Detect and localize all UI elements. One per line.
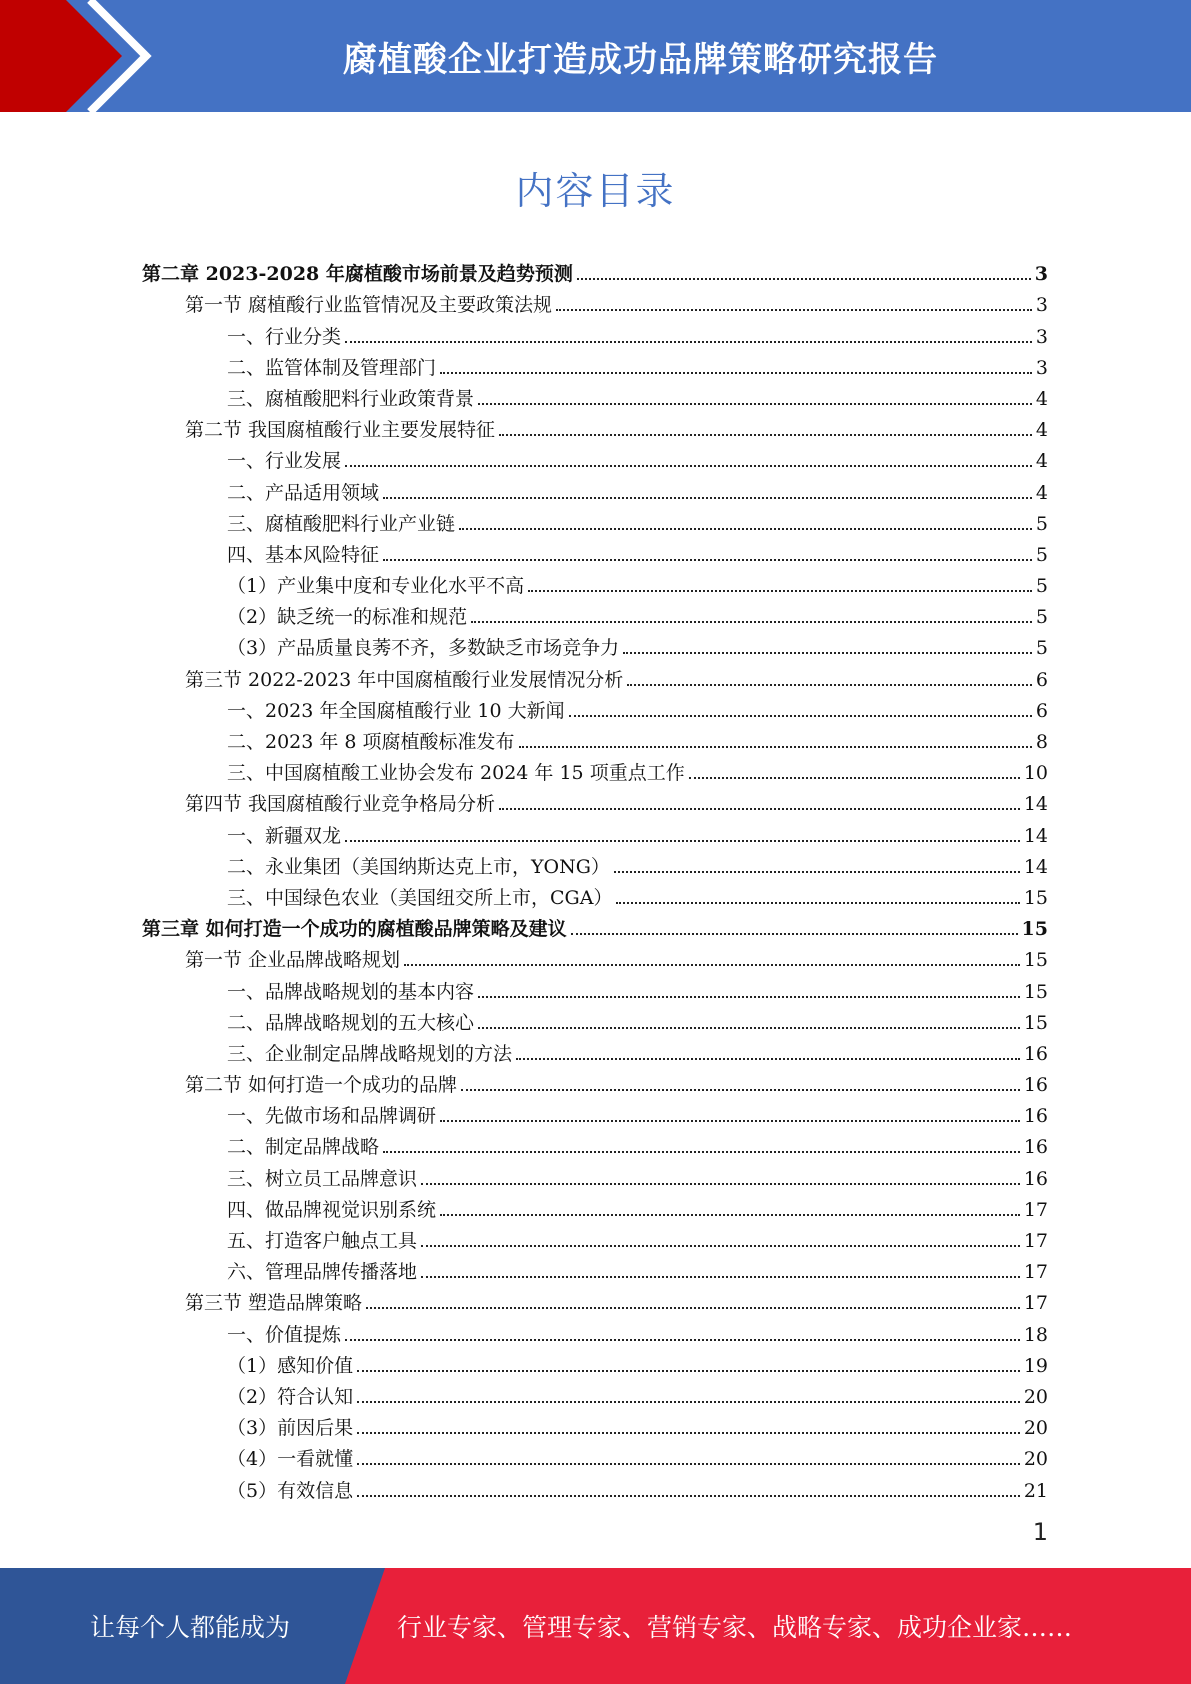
- report-title: 腐植酸企业打造成功品牌策略研究报告: [343, 39, 938, 80]
- dot-leader: [478, 996, 1020, 998]
- toc-entry-page: 16: [1023, 1042, 1048, 1065]
- toc-entry-page: 20: [1023, 1385, 1048, 1408]
- dot-leader: [421, 1183, 1020, 1185]
- toc-heading: 内容目录: [515, 169, 676, 213]
- toc-entry-page: 3: [1035, 325, 1048, 348]
- toc-entry-page: 5: [1035, 606, 1048, 629]
- dot-leader: [478, 1027, 1020, 1029]
- toc-entry-text: 一、新疆双龙: [227, 824, 342, 847]
- dot-leader: [345, 465, 1032, 467]
- toc-entry-page: 16: [1023, 1167, 1048, 1190]
- toc-entry-text: 第四节 我国腐植酸行业竞争格局分析: [185, 793, 496, 816]
- dot-leader: [471, 621, 1032, 623]
- toc-entry[interactable]: [142, 785, 1048, 816]
- toc-entry[interactable]: [142, 473, 1048, 504]
- toc-entry-page: 14: [1023, 793, 1048, 816]
- toc-entry-page: 6: [1035, 668, 1048, 691]
- toc-entry[interactable]: [142, 972, 1048, 1003]
- toc-entry-page: 5: [1035, 575, 1048, 598]
- toc-entry-text: 二、永业集团（美国纳斯达克上市，YONG）: [227, 855, 610, 878]
- dot-leader: [571, 933, 1018, 935]
- toc-entry[interactable]: [142, 1159, 1048, 1190]
- dot-leader: [383, 1151, 1020, 1153]
- toc-entry[interactable]: [142, 1128, 1048, 1159]
- dot-leader: [499, 434, 1032, 436]
- toc-entry[interactable]: [142, 723, 1048, 754]
- toc-entry[interactable]: [142, 411, 1048, 442]
- toc-entry[interactable]: [142, 1035, 1048, 1066]
- toc-entry[interactable]: [142, 1191, 1048, 1222]
- toc-entry-page: 21: [1023, 1479, 1048, 1502]
- dot-leader: [461, 1089, 1020, 1091]
- toc-entry-text: （2）符合认知: [227, 1385, 354, 1408]
- dot-leader: [345, 1339, 1020, 1341]
- dot-leader: [383, 559, 1032, 561]
- toc-entry[interactable]: [142, 692, 1048, 723]
- toc-entry-text: 四、做品牌视觉识别系统: [227, 1198, 437, 1221]
- toc-entry-text: 二、监管体制及管理部门: [227, 356, 437, 379]
- toc-entry-text: 第二节 如何打造一个成功的品牌: [185, 1074, 458, 1097]
- toc-entry-page: 14: [1023, 824, 1048, 847]
- toc-entry-text: 第一节 企业品牌战略规划: [185, 949, 401, 972]
- dot-leader: [528, 590, 1032, 592]
- toc-entry-text: 六、管理品牌传播落地: [227, 1261, 418, 1284]
- toc-entry[interactable]: [142, 1066, 1048, 1097]
- toc-entry-text: 三、腐植酸肥料行业政策背景: [227, 387, 475, 410]
- toc-entry-text: 第一节 腐植酸行业监管情况及主要政策法规: [185, 294, 553, 317]
- dot-leader: [366, 1307, 1020, 1309]
- toc-entry-text: 二、制定品牌战略: [227, 1136, 380, 1159]
- toc-entry-page: 17: [1023, 1292, 1048, 1315]
- toc-entry-text: 二、产品适用领域: [227, 481, 380, 504]
- toc-entry-text: 一、2023 年全国腐植酸行业 10 大新闻: [227, 699, 565, 722]
- toc-entry-page: 3: [1035, 356, 1048, 379]
- toc-entry-page: 20: [1023, 1417, 1048, 1440]
- dot-leader: [345, 341, 1032, 343]
- toc-entry-text: 一、先做市场和品牌调研: [227, 1105, 437, 1128]
- toc-entry[interactable]: [142, 879, 1048, 910]
- toc-entry[interactable]: [142, 505, 1048, 536]
- toc-entry-text: 三、中国绿色农业（美国纽交所上市，CGA）: [227, 886, 613, 909]
- toc-entry[interactable]: [142, 380, 1048, 411]
- toc-entry-text: （1）感知价值: [227, 1354, 354, 1377]
- toc-entry[interactable]: [142, 754, 1048, 785]
- toc-entry[interactable]: [142, 255, 1048, 286]
- toc-entry[interactable]: [142, 1004, 1048, 1035]
- toc-entry-page: 16: [1023, 1074, 1048, 1097]
- dot-leader: [614, 871, 1020, 873]
- dot-leader: [623, 652, 1032, 654]
- dot-leader: [556, 309, 1032, 311]
- toc-entry-text: 第三节 2022-2023 年中国腐植酸行业发展情况分析: [185, 668, 624, 691]
- dot-leader: [440, 1120, 1020, 1122]
- toc-entry-page: 17: [1023, 1261, 1048, 1284]
- toc-entry-text: 四、基本风险特征: [227, 543, 380, 566]
- toc-entry-page: 15: [1021, 918, 1048, 941]
- toc-entry[interactable]: [142, 1347, 1048, 1378]
- dot-leader: [357, 1495, 1020, 1497]
- toc-entry-text: 三、企业制定品牌战略规划的方法: [227, 1042, 513, 1065]
- toc-entry-page: 8: [1035, 731, 1048, 753]
- toc-entry-text: 一、行业发展: [227, 450, 342, 473]
- toc-entry-page: 5: [1035, 512, 1048, 535]
- toc-entry[interactable]: [142, 1409, 1048, 1440]
- toc-entry-text: 第二节 我国腐植酸行业主要发展特征: [185, 419, 496, 442]
- dot-leader: [345, 840, 1020, 842]
- toc-entry[interactable]: [142, 1097, 1048, 1128]
- toc-entry-page: 16: [1023, 1105, 1048, 1128]
- toc-entry-text: 一、行业分类: [227, 325, 342, 348]
- toc-entry-page: 10: [1023, 762, 1048, 785]
- toc-entry-text: 一、品牌战略规划的基本内容: [227, 980, 475, 1003]
- toc-entry-text: 一、价值提炼: [227, 1323, 342, 1346]
- toc-entry-text: （5）有效信息: [227, 1479, 354, 1502]
- toc-entry[interactable]: [142, 660, 1048, 691]
- footer-slogan-left: 让每个人都能成为: [89, 1613, 290, 1642]
- toc-entry-page: 16: [1023, 1136, 1048, 1159]
- toc-entry-text: 三、树立员工品牌意识: [227, 1167, 418, 1190]
- dot-leader: [577, 278, 1031, 280]
- dot-leader: [478, 403, 1032, 405]
- dot-leader: [616, 902, 1019, 904]
- toc-entry[interactable]: [142, 1253, 1048, 1284]
- footer-banner: [0, 1568, 1191, 1684]
- toc-entry-page: 20: [1023, 1448, 1048, 1471]
- dot-leader: [357, 1432, 1020, 1434]
- toc-entry[interactable]: [142, 536, 1048, 567]
- toc-entry-page: 4: [1035, 387, 1048, 410]
- toc-entry[interactable]: [142, 941, 1048, 972]
- toc-entry-text: （2）缺乏统一的标准和规范: [227, 606, 468, 629]
- toc-entry-page: 15: [1023, 980, 1048, 1003]
- dot-leader: [499, 808, 1020, 810]
- red-chevron-icon: [0, 0, 160, 112]
- toc-entry-text: 二、品牌战略规划的五大核心: [227, 1011, 475, 1034]
- toc-entry-page: 15: [1023, 1011, 1048, 1034]
- toc-entry-page: 15: [1023, 886, 1048, 909]
- page-number: 1: [1032, 1518, 1048, 1546]
- toc-entry-page: 19: [1023, 1354, 1048, 1377]
- toc-entry[interactable]: [142, 629, 1048, 660]
- toc-entry[interactable]: [142, 286, 1048, 317]
- toc-entry-text: 三、中国腐植酸工业协会发布 2024 年 15 项重点工作: [227, 762, 685, 785]
- dot-leader: [404, 964, 1020, 966]
- toc-entry-page: 14: [1023, 855, 1048, 878]
- toc-entry[interactable]: [142, 598, 1048, 629]
- toc-entry[interactable]: [142, 567, 1048, 598]
- toc-entry[interactable]: [142, 317, 1048, 348]
- dot-leader: [440, 372, 1032, 374]
- dot-leader: [357, 1401, 1020, 1403]
- toc-entry[interactable]: [142, 349, 1048, 380]
- toc-entry-page: 17: [1023, 1198, 1048, 1221]
- dot-leader: [357, 1463, 1020, 1465]
- toc-entry-page: 4: [1035, 419, 1048, 442]
- dot-leader: [383, 497, 1032, 499]
- toc-entry-text: （4）一看就懂: [227, 1448, 354, 1471]
- toc-entry-page: 4: [1035, 450, 1048, 473]
- toc-entry-text: 二、2023 年 8 项腐植酸标准发布: [227, 731, 515, 753]
- footer-slogan-right: 行业专家、管理专家、营销专家、战略专家、成功企业家……: [397, 1613, 1073, 1642]
- dot-leader: [689, 777, 1020, 779]
- toc-entry-page: 6: [1035, 699, 1048, 722]
- toc-entry-page: 5: [1035, 543, 1048, 566]
- toc-entry-text: 五、打造客户触点工具: [227, 1230, 418, 1252]
- toc-entry-page: 3: [1035, 294, 1048, 317]
- toc-entry[interactable]: [142, 1471, 1048, 1502]
- dot-leader: [440, 1214, 1020, 1216]
- dot-leader: [519, 746, 1032, 748]
- toc-entry[interactable]: [142, 442, 1048, 473]
- toc-entry[interactable]: [142, 1315, 1048, 1346]
- toc-entry-text: （3）产品质量良莠不齐，多数缺乏市场竞争力: [227, 637, 620, 660]
- dot-leader: [357, 1370, 1020, 1372]
- toc-entry-text: 第二章 2023-2028 年腐植酸市场前景及趋势预测: [142, 263, 573, 286]
- toc-entry-page: 15: [1023, 949, 1048, 972]
- toc-entry-text: （3）前因后果: [227, 1417, 354, 1440]
- toc-entry[interactable]: [142, 1440, 1048, 1471]
- header-banner: [0, 0, 1191, 112]
- dot-leader: [421, 1276, 1020, 1278]
- dot-leader: [459, 528, 1032, 530]
- dot-leader: [516, 1058, 1020, 1060]
- toc-entry[interactable]: [142, 1378, 1048, 1409]
- toc-entry[interactable]: [142, 1284, 1048, 1315]
- dot-leader: [627, 684, 1032, 686]
- toc-entry-page: 5: [1035, 637, 1048, 660]
- dot-leader: [421, 1245, 1020, 1247]
- toc-entry-page: 18: [1023, 1323, 1048, 1346]
- toc-entry-text: 第三节 塑造品牌策略: [185, 1292, 363, 1315]
- table-of-contents: [142, 255, 1048, 1503]
- toc-entry[interactable]: [142, 1222, 1048, 1253]
- dot-leader: [569, 715, 1032, 717]
- toc-entry-text: 三、腐植酸肥料行业产业链: [227, 512, 456, 535]
- toc-entry-page: 4: [1035, 481, 1048, 504]
- toc-entry[interactable]: [142, 816, 1048, 847]
- toc-entry[interactable]: [142, 848, 1048, 879]
- toc-entry-page: 3: [1034, 263, 1048, 286]
- toc-entry-text: （1）产业集中度和专业化水平不高: [227, 575, 525, 598]
- toc-entry-text: 第三章 如何打造一个成功的腐植酸品牌策略及建议: [142, 918, 567, 941]
- toc-entry[interactable]: [142, 910, 1048, 941]
- toc-entry-page: 17: [1023, 1230, 1048, 1252]
